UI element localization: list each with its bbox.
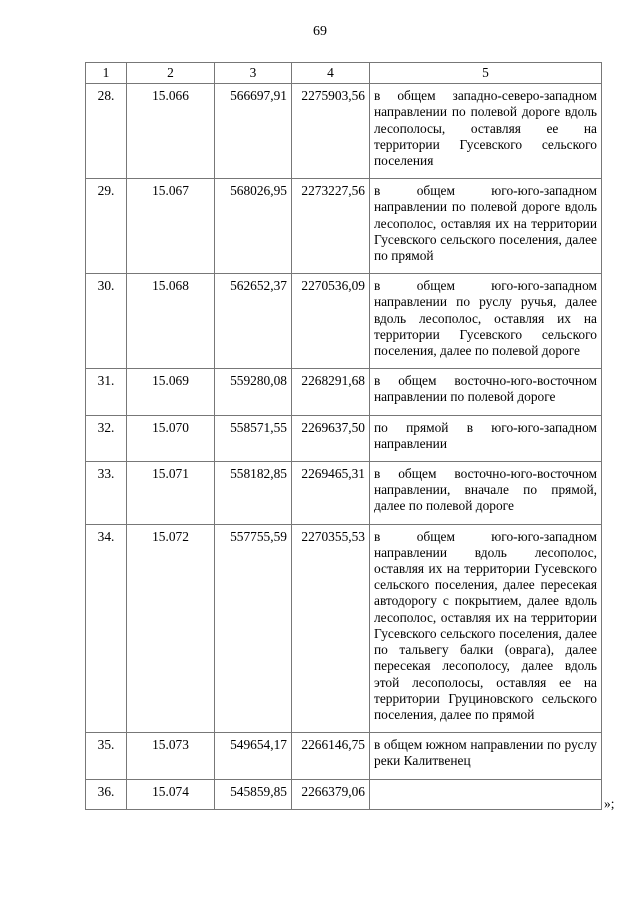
table-row xyxy=(86,733,602,779)
table-row xyxy=(86,779,602,809)
header-col-1: 1 xyxy=(86,63,127,84)
row-number: 33. xyxy=(86,462,127,525)
point-code: 15.066 xyxy=(127,84,215,179)
header-col-4: 4 xyxy=(292,63,370,84)
boundary-description: в общем восточно-юго-восточном направлении по полевой дороге xyxy=(370,369,602,415)
row-number: 34. xyxy=(86,524,127,732)
table-header-row xyxy=(86,63,602,84)
coordinate-y: 2268291,68 xyxy=(292,369,370,415)
table-row xyxy=(86,274,602,369)
row-number: 31. xyxy=(86,369,127,415)
boundary-description: в общем восточно-юго-восточном направлении, вначале по прямой, далее по полевой дороге xyxy=(370,462,602,525)
point-code: 15.067 xyxy=(127,179,215,274)
boundary-description: по прямой в юго-юго-западном направлении xyxy=(370,415,602,461)
coordinate-x: 558571,55 xyxy=(215,415,292,461)
coordinate-x: 559280,08 xyxy=(215,369,292,415)
coordinate-x: 545859,85 xyxy=(215,779,292,809)
boundary-description: в общем южном направлении по руслу реки Калитвенец xyxy=(370,733,602,779)
coordinate-y: 2275903,56 xyxy=(292,84,370,179)
point-code: 15.073 xyxy=(127,733,215,779)
row-number: 36. xyxy=(86,779,127,809)
row-number: 28. xyxy=(86,84,127,179)
header-col-2: 2 xyxy=(127,63,215,84)
row-number: 35. xyxy=(86,733,127,779)
boundary-description: в общем западно-северо-западном направлении по полевой дороге вдоль лесополосы, оставляя ее на территории Гусевского сельского поселения xyxy=(370,84,602,179)
header-col-5: 5 xyxy=(370,63,602,84)
table-row xyxy=(86,84,602,179)
table-row xyxy=(86,462,602,525)
coordinate-x: 557755,59 xyxy=(215,524,292,732)
boundary-description xyxy=(370,779,602,809)
coordinate-x: 549654,17 xyxy=(215,733,292,779)
coordinate-y: 2266379,06 xyxy=(292,779,370,809)
coordinate-y: 2270536,09 xyxy=(292,274,370,369)
row-number: 29. xyxy=(86,179,127,274)
point-code: 15.072 xyxy=(127,524,215,732)
boundary-description: в общем юго-юго-западном направлении по полевой дороге вдоль лесополос, оставляя их на территории Гусевского сельского поселения, далее по прямой xyxy=(370,179,602,274)
coordinate-x: 558182,85 xyxy=(215,462,292,525)
coordinate-y: 2266146,75 xyxy=(292,733,370,779)
coordinate-y: 2269465,31 xyxy=(292,462,370,525)
point-code: 15.070 xyxy=(127,415,215,461)
table-row xyxy=(86,369,602,415)
header-col-3: 3 xyxy=(215,63,292,84)
row-number: 32. xyxy=(86,415,127,461)
coordinate-y: 2269637,50 xyxy=(292,415,370,461)
table-row xyxy=(86,524,602,732)
boundary-table xyxy=(85,62,602,810)
coordinate-x: 562652,37 xyxy=(215,274,292,369)
point-code: 15.071 xyxy=(127,462,215,525)
closing-quote-mark: »; xyxy=(604,796,615,811)
boundary-description: в общем юго-юго-западном направлении по руслу ручья, далее вдоль лесополос, оставляя их на территории Гусевского сельского поселения, далее по полевой дороге xyxy=(370,274,602,369)
table-row xyxy=(86,179,602,274)
coordinate-y: 2270355,53 xyxy=(292,524,370,732)
point-code: 15.074 xyxy=(127,779,215,809)
page-number: 69 xyxy=(313,24,327,39)
table-row xyxy=(86,415,602,461)
boundary-description: в общем юго-юго-западном направлении вдоль лесополос, оставляя их на территории Гусевского сельского поселения, далее пересекая автодорогу с покрытием, далее вдоль лесополос, оставляя их на территории Гусевского сельского поселения, далее по тальвегу балки (оврага), далее пересекая лесополосу, далее вдоль этой лесополосы, оставляя ее на территории Груциновского сельского поселения, далее по прямой xyxy=(370,524,602,732)
coordinate-x: 568026,95 xyxy=(215,179,292,274)
point-code: 15.069 xyxy=(127,369,215,415)
coordinate-x: 566697,91 xyxy=(215,84,292,179)
row-number: 30. xyxy=(86,274,127,369)
point-code: 15.068 xyxy=(127,274,215,369)
coordinate-y: 2273227,56 xyxy=(292,179,370,274)
